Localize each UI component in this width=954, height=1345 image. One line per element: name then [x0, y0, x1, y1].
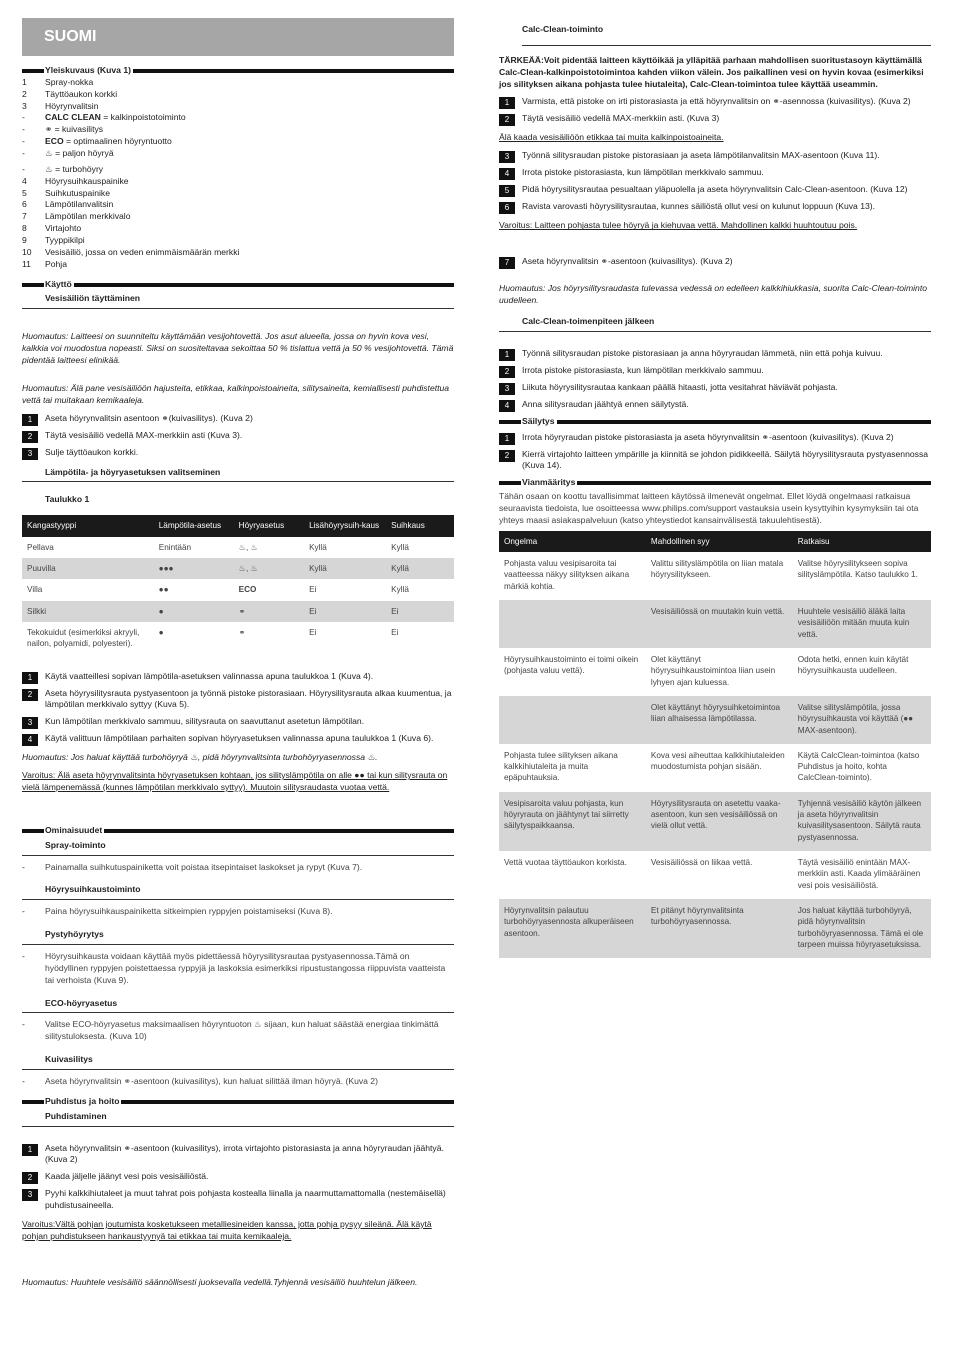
feature-item	[22, 1019, 454, 1043]
cleaning-warning: Varoitus:Vältä pohjan joutumista kosketukseen metalliesineiden kanssa, jotta pohja pysyy sileänä. Älä käytä pohjan puhdistukseen hankaustyynyä tai etikkaa tai muita kemikaaleja.	[22, 1219, 432, 1241]
use-heading: Käyttö	[22, 279, 454, 291]
turbo-note: Huomautus: Jos haluat käyttää turbohöyryä ♨, pidä höyrynvalitsinta turbohöyryasennossa ♨.	[22, 752, 378, 763]
overview-item-text: CALC CLEAN = kalkinpoistotoiminto	[45, 112, 186, 123]
temp-step	[22, 671, 454, 684]
calc-step-number: 5	[499, 185, 515, 197]
cleaning-sub: Puhdistaminen	[22, 1108, 454, 1127]
temp-step-number: 1	[22, 672, 38, 684]
right-column	[499, 0, 931, 958]
fabric-table-cell: Tekokuidut (esimerkiksi akryyli, nailon, polyamidi, polyesteri).	[27, 627, 140, 649]
overview-item-number: 7	[22, 211, 27, 222]
calc-warning-1: Älä kaada vesisäiliöön etikkaa tai muita kalkinpoistoaineita.	[499, 132, 724, 143]
calc-step	[499, 256, 931, 269]
fabric-table-row	[22, 622, 454, 655]
calc-after-step-text: Työnnä silitysraudan pistoke pistorasiaan ja anna höyryraudan lämmetä, niin että pohja kuivuu.	[522, 347, 883, 358]
calc-after-step-text: Anna silitysraudan jäähtyä ennen säilytystä.	[522, 398, 689, 409]
features-list	[22, 837, 454, 1088]
fabric-table-cell: ●	[154, 601, 234, 622]
overview-item	[22, 148, 454, 160]
temp-heading: Lämpötila- ja höyryasetuksen valitseminen	[22, 464, 454, 483]
overview-item	[22, 89, 454, 101]
fabric-table-cell: ♨, ♨	[238, 542, 258, 552]
calc-after-step-number: 2	[499, 366, 515, 378]
calc-after-step-number: 3	[499, 383, 515, 395]
overview-item-bold: ECO	[45, 136, 64, 147]
calc-step-text: Aseta höyrynvalitsin ⚭-asentoon (kuivasilitys). (Kuva 2)	[522, 256, 733, 267]
fabric-table-cell: Ei	[309, 627, 317, 637]
cleaning-step-text: Kaada jäljelle jäänyt vesi pois vesisäiliöstä.	[45, 1171, 209, 1182]
overview-list	[22, 77, 454, 271]
trouble-table-row	[499, 792, 931, 851]
table-heading: Taulukko 1	[45, 494, 90, 505]
features-heading: Ominaisuudet	[22, 825, 454, 837]
overview-item	[22, 77, 454, 89]
temp-step-number: 3	[22, 717, 38, 729]
feature-text: Aseta höyrynvalitsin ⚭-asentoon (kuivasilitys), kun haluat silittää ilman höyryä. (Kuva 2)	[45, 1076, 378, 1086]
temp-step-text: Kun lämpötilan merkkivalo sammuu, silitysrauta on saavuttanut asetetun lämpötilan.	[45, 716, 365, 727]
trouble-table-cell: Höyrysuihkaustoiminto ei toimi oikein (pohjasta valuu vettä).	[504, 654, 639, 676]
fabric-table-cell: Ei	[391, 627, 399, 637]
fabric-table-cell: Kyllä	[391, 542, 409, 552]
trouble-table-cell: Vesipisaroita valuu pohjasta, kun höyryrauta on jäähtynyt tai siirretty säilytyspaikkaansa.	[499, 792, 646, 851]
feature-text: Höyrysuihkausta voidaan käyttää myös pidettäessä höyrysilitysrautaa pystyasennossa.Tämä on hyödyllinen ryppyjen poistettaessa ryppyjä ja laskoksia esimerkiksi ripustustangossa riippuvista vaatteista tai verhoista (Kuva 9).	[45, 950, 446, 985]
calc-after-step	[499, 382, 931, 395]
trouble-table-cell: Valitse höyrysilitykseen sopiva silityslämpötila. Katso taulukko 1.	[797, 559, 918, 580]
trouble-table-row	[499, 744, 931, 792]
overview-item-number: 2	[22, 88, 27, 99]
trouble-table-cell: Höyrysilitysrauta on asetettu vaaka-asentoon, kun sen vesisäiliössä on vielä ollut vettä.	[646, 792, 793, 851]
calc-note: Huomautus: Jos höyrysilitysraudasta tulevassa vedessä on edelleen kalkkihiukkasia, suorita Calc-Clean-toiminto uudelleen.	[499, 283, 927, 306]
fabric-table-cell: ⚭	[238, 627, 246, 637]
storage-step	[499, 432, 931, 445]
overview-item-text: ♨ = turbohöyry	[45, 163, 104, 174]
fabric-table-cell: Pellava	[27, 542, 54, 552]
trouble-table-cell: Jos haluat käyttää turbohöyryä, pidä höyrynvalitsin turbohöyryasennossa. Tämä ei ole tarpeen muissa höyryasetuksissa.	[793, 899, 931, 958]
trouble-table-cell: Vesisäiliössä on liikaa vettä.	[650, 858, 753, 867]
trouble-table-header: Mahdollinen syy	[646, 531, 793, 552]
trouble-table-cell	[499, 600, 646, 648]
calc-after-step	[499, 365, 931, 378]
overview-item	[22, 235, 454, 247]
calc-after-step	[499, 348, 931, 361]
trouble-table-row	[499, 899, 931, 958]
fabric-table-cell: Kyllä	[309, 542, 327, 552]
feature-dash: -	[22, 1019, 25, 1030]
feature-heading: ECO-höyryasetus	[22, 995, 454, 1014]
storage-steps	[499, 432, 931, 474]
trouble-table-header: Ongelma	[499, 531, 646, 552]
language-title: SUOMI	[22, 18, 454, 56]
cleaning-step	[22, 1171, 454, 1184]
feature-heading: Kuivasilitys	[22, 1051, 454, 1070]
calc-after-step-text: Liikuta höyrysilitysrautaa kankaan päällä hitaasti, jotta vesitahrat häviävät pohjasta.	[522, 381, 838, 392]
fabric-table-header: Höyryasetus	[234, 515, 304, 536]
calc-step-number: 6	[499, 202, 515, 214]
trouble-table-row	[499, 648, 931, 696]
fill-steps	[22, 413, 454, 460]
storage-step-text: Irrota höyryraudan pistoke pistorasiasta ja aseta höyrynvalitsin ⚭-asentoon (kuivasilitys). (Kuva 2)	[522, 431, 894, 442]
fabric-table-cell: Villa	[27, 585, 43, 595]
feature-item	[22, 906, 454, 918]
trouble-heading: Vianmääritys	[499, 477, 931, 489]
overview-item-number: 5	[22, 187, 27, 198]
fabric-table-row	[22, 601, 454, 622]
calc-after-heading: Calc-Clean-toimenpiteen jälkeen	[499, 313, 931, 332]
overview-item-text: Lämpötilanvalitsin	[45, 199, 114, 210]
overview-item	[22, 101, 454, 113]
calc-after-step-number: 4	[499, 400, 515, 412]
temp-step	[22, 716, 454, 729]
feature-item	[22, 1076, 454, 1088]
fabric-table-cell: ⚭	[234, 601, 304, 622]
fill-note-2: Huomautus: Älä pane vesisäiliöön hajusteita, etikkaa, kalkinpoistoaineita, silitysaineita, kemiallisesti puhdistettua vettä tai muitakaan kemikaaleja.	[22, 382, 450, 405]
trouble-table-row	[499, 600, 931, 648]
left-column	[22, 0, 454, 1295]
feature-text: Paina höyrysuihkauspainiketta sitkeimpien ryppyjen poistamiseksi (Kuva 8).	[45, 906, 333, 917]
overview-item	[22, 164, 454, 176]
feature-heading: Spray-toiminto	[22, 837, 454, 856]
overview-heading: Yleiskuvaus (Kuva 1)	[22, 65, 454, 77]
overview-item	[22, 188, 454, 200]
overview-item-number: -	[22, 112, 25, 123]
fabric-table-cell: Ei	[386, 601, 454, 622]
cleaning-note: Huomautus: Huuhtele vesisäiliö säännöllisesti juoksevalla vedellä.Tyhjennä vesisäiliö huuhtelun jälkeen.	[22, 1276, 418, 1287]
overview-item-number: 1	[22, 76, 27, 87]
fabric-table-cell: ●●	[158, 585, 169, 595]
feature-item	[22, 862, 454, 874]
fabric-table-header: Lisähöyrysuih-kaus	[304, 515, 386, 536]
trouble-table-cell: Huuhtele vesisäiliö äläkä laita vesisäiliöön mitään muuta kuin vettä.	[793, 600, 931, 648]
calc-step	[499, 201, 931, 214]
feature-item	[22, 951, 454, 987]
cleaning-step	[22, 1143, 454, 1168]
calc-step-text: Pidä höyrysilitysrautaa pesualtaan yläpuolella ja aseta höyrynvalitsin Calc-Clean-asentoon. (Kuva 12)	[522, 184, 908, 195]
trouble-table-cell: Valittu silityslämpötila on liian matala höyrysilitykseen.	[650, 559, 784, 580]
fill-step-text: Täytä vesisäiliö vedellä MAX-merkkiin asti (Kuva 3).	[45, 429, 243, 440]
calc-step	[499, 113, 931, 126]
fill-step	[22, 413, 454, 426]
cleaning-step-number: 1	[22, 1144, 38, 1156]
temp-step-number: 2	[22, 689, 38, 701]
overview-item-text: Pohja	[45, 258, 67, 269]
calc-step	[499, 96, 931, 109]
fill-step-number: 2	[22, 431, 38, 443]
temp-step	[22, 688, 454, 713]
cleaning-step	[22, 1188, 454, 1213]
cleaning-step-number: 2	[22, 1172, 38, 1184]
calc-step-text: Työnnä silitysraudan pistoke pistorasiaan ja aseta lämpötilanvalitsin MAX-asentoon (Kuva 11).	[522, 150, 880, 161]
fill-step-text: Aseta höyrynvalitsin asentoon ⚭(kuivasilitys). (Kuva 2)	[45, 412, 253, 423]
overview-item-text: Suihkutuspainike	[45, 187, 110, 198]
temp-step	[22, 733, 454, 746]
calc-important: TÄRKEÄÄ:Voit pidentää laitteen käyttöikää ja ylläpitää parhaan mahdollisen suoritustasoyn käyttämällä Calc-Clean-kalkinpoistotoimintoa kahden viikon välein. Jos paikallinen vesi on hyvin kovaa (esimerkiksi jos silityksen aikana pohjasta tulee hiutaleita), Calc-Clean-toimintoa tulee käyttää useammin.	[499, 54, 924, 89]
trouble-table-cell: Vesisäiliössä on muutakin kuin vettä.	[646, 600, 793, 648]
overview-item-number: -	[22, 148, 25, 159]
fill-step	[22, 447, 454, 460]
overview-item	[22, 124, 454, 136]
calc-step-number: 3	[499, 151, 515, 163]
feature-heading: Pystyhöyrytys	[22, 926, 454, 945]
fill-heading: Vesisäiliön täyttäminen	[22, 290, 454, 309]
cleaning-steps	[22, 1143, 454, 1213]
calc-step	[499, 150, 931, 163]
fabric-table-header: Suihkaus	[386, 515, 454, 536]
trouble-table-cell	[499, 696, 646, 744]
fabric-table-cell: ECO	[238, 585, 257, 595]
calc-step	[499, 184, 931, 197]
overview-item	[22, 176, 454, 188]
calc-after-step-text: Irrota pistoke pistorasiasta, kun lämpötilan merkkivalo sammuu.	[522, 364, 764, 375]
trouble-table-cell: Valitse silityslämpötila, jossa höyrysuihkausta voi käyttää (●● MAX-asentoon).	[793, 696, 931, 744]
fabric-table-cell: Kyllä	[386, 558, 454, 579]
overview-item-text: ECO = optimaalinen höyryntuotto	[45, 136, 172, 147]
calc-step-text: Irrota pistoke pistorasiasta, kun lämpötilan merkkivalo sammuu.	[522, 167, 764, 178]
storage-step-number: 2	[499, 450, 515, 462]
calc-steps-2	[499, 150, 931, 214]
fabric-table-cell: Enintään	[158, 542, 192, 552]
fabric-table-header: Lämpötila-asetus	[154, 515, 234, 536]
feature-text: Valitse ECO-höyryasetus maksimaalisen höyryntuoton ♨ sijaan, kun haluat säästää energiaa tinkimättä silitystuloksesta. (Kuva 10)	[45, 1019, 439, 1042]
cleaning-step-number: 3	[22, 1189, 38, 1201]
storage-heading: Säilytys	[499, 416, 931, 428]
calc-steps-3	[499, 256, 931, 269]
fabric-table-cell: Puuvilla	[22, 558, 154, 579]
feature-heading: Höyrysuihkaustoiminto	[22, 881, 454, 900]
steam-warning: Varoitus: Älä aseta höyrynvalitsinta höyryasetuksen kohtaan, jos silityslämpötila on alle ●● tai kun silitysrauta on vielä lämpenemässä (kunnes lämpötilan merkkivalo syttyy). Muutoin silitysraudasta vuotaa vettä.	[22, 770, 448, 792]
calc-steps-1	[499, 96, 931, 126]
fabric-table-cell: ●	[158, 627, 164, 637]
overview-item	[22, 199, 454, 211]
feature-dash: -	[22, 1076, 25, 1086]
cleaning-step-text: Pyyhi kalkkihiutaleet ja muut tahrat pois pohjasta kostealla liinalla ja naarmuttamattomalla (nestemäisellä) puhdistusaineella.	[45, 1188, 446, 1211]
fabric-table-header: Kangastyyppi	[22, 515, 154, 536]
trouble-table-row	[499, 696, 931, 744]
overview-item-text: Vesisäiliö, jossa on veden enimmäismäärän merkki	[45, 246, 240, 257]
calc-step-text: Täytä vesisäiliö vedellä MAX-merkkiin asti. (Kuva 3)	[522, 113, 720, 124]
trouble-table-cell: Odota hetki, ennen kuin käytät höyrysuihkausta uudelleen.	[797, 654, 909, 676]
calc-heading: Calc-Clean-toiminto	[522, 24, 604, 34]
calc-after-step	[499, 399, 931, 412]
temp-steps	[22, 671, 454, 747]
calc-step-number: 7	[499, 257, 515, 269]
overview-item-number: -	[22, 163, 25, 174]
overview-item	[22, 112, 454, 124]
fabric-table-cell: Silkki	[22, 601, 154, 622]
calc-after-step-number: 1	[499, 349, 515, 361]
overview-item-number: 8	[22, 223, 27, 234]
storage-step-text: Kierrä virtajohto laitteen ympärille ja kiinnitä se johdon pidikkeellä. Säilytä höyrysilitysrauta pystyasennossa (Kuva 14).	[522, 448, 929, 471]
storage-step	[499, 449, 931, 474]
overview-item-number: -	[22, 136, 25, 147]
trouble-table-cell: Tyhjennä vesisäiliö käytön jälkeen ja aseta höyrynvalitsin kuivasilitysasentoon. Säilytä rauta pystyasennossa.	[793, 792, 931, 851]
trouble-table-cell: Pohjasta valuu vesipisaroita tai vaatteessa näkyy silityksen aikana märkiä kohtia.	[504, 559, 630, 591]
fill-note-1: Huomautus: Laitteesi on suunniteltu käyttämään vesijohtovettä. Jos asut alueella, jossa on hyvin kova vesi, kalkkia voi muodostua nopeasti. Siksi on suositeltavaa sekoittaa 50 % tislattua vettä ja 50 % vesijohtovettä. Tämä pidentää laitteesi elinikää.	[22, 331, 454, 366]
trouble-table-cell: Olet käyttänyt höyrysuihkaustoimintoa liian usein lyhyen ajan kuluessa.	[650, 654, 776, 687]
overview-item	[22, 136, 454, 148]
overview-item-number: 11	[22, 258, 31, 269]
trouble-table-cell: Et pitänyt höyrynvalitsinta turbohöyryasennossa.	[646, 899, 793, 958]
fabric-table-cell: Kyllä	[304, 558, 386, 579]
fill-step	[22, 430, 454, 443]
overview-item	[22, 223, 454, 235]
overview-item-number: 10	[22, 246, 32, 257]
fabric-table-cell: ●●●	[154, 558, 234, 579]
calc-step-number: 1	[499, 97, 515, 109]
calc-after-steps	[499, 348, 931, 412]
cleaning-heading: Puhdistus ja hoito	[22, 1096, 454, 1108]
fabric-table-cell: ♨, ♨	[234, 558, 304, 579]
overview-item	[22, 259, 454, 271]
trouble-table-row	[499, 552, 931, 600]
calc-step-text: Ravista varovasti höyrysilitysrautaa, kunnes säiliöstä ollut vesi on kulunut loppuun (Kuva 13).	[522, 201, 876, 212]
calc-step-text: Varmista, että pistoke on irti pistorasiasta ja että höyrynvalitsin on ⚭-asennossa (kuivasilitys). (Kuva 2)	[522, 96, 911, 107]
overview-item	[22, 211, 454, 223]
overview-item-text: Tyyppikilpi	[45, 235, 85, 246]
overview-item-bold: CALC CLEAN	[45, 112, 101, 123]
fabric-table-cell: Kyllä	[391, 585, 409, 595]
fill-step-text: Sulje täyttöaukon korkki.	[45, 446, 139, 457]
overview-item-text: Spray-nokka	[45, 76, 94, 87]
fabric-table-row	[22, 579, 454, 600]
trouble-intro: Tähän osaan on koottu tavallisimmat laitteen käytössä ilmenevät ongelmat. Ellet löydä ongelmaasi ratkaisua seuraavista tiedoista, lue osoitteessa www.philips.com/support vastauksia usein kysyttyihin kysymyksiin tai ota yhteys maasi asiakaspalveluun (katso yhteystiedot kansainvälisestä takuulehtisestä).	[499, 491, 919, 525]
overview-item-text: Höyrysuihkauspainike	[45, 175, 129, 186]
trouble-table-cell: Olet käyttänyt höyrysuihketoimintoa liian alhaisessa lämpötilassa.	[646, 696, 793, 744]
feature-dash: -	[22, 906, 25, 917]
fabric-table-row	[22, 537, 454, 558]
feature-dash: -	[22, 950, 25, 961]
fill-step-number: 3	[22, 448, 38, 460]
trouble-table-cell: Pohjasta tulee silityksen aikana kalkkihiutaleita ja muita epäpuhtauksia.	[504, 750, 618, 783]
temp-step-text: Aseta höyrysilitysrauta pystyasentoon ja työnnä pistoke pistorasiaan. Höyrysilitysrauta alkaa kuumentua, ja lämpötilan merkkivalo syttyy (Kuva 5).	[45, 687, 452, 710]
overview-item-text: ♨ = paljon höyryä	[45, 148, 114, 159]
overview-item-number: 3	[22, 100, 27, 111]
overview-item-number: 9	[22, 235, 27, 246]
overview-item-text: Lämpötilan merkkivalo	[45, 211, 131, 222]
fill-step-number: 1	[22, 414, 38, 426]
storage-step-number: 1	[499, 433, 515, 445]
trouble-table-cell: Käytä CalcClean-toimintoa (katso Puhdistus ja hoito, kohta CalcClean-toiminto).	[797, 750, 920, 783]
trouble-table-header: Ratkaisu	[793, 531, 931, 552]
calc-step-number: 4	[499, 168, 515, 180]
overview-item-number: 4	[22, 175, 27, 186]
trouble-table-cell: Täytä vesisäiliö enintään MAX-merkkiin asti. Kaada ylimääräinen vesi pois vesisäiliöstä.	[797, 858, 921, 890]
fabric-table-row	[22, 558, 454, 579]
cleaning-step-text: Aseta höyrynvalitsin ⚭-asentoon (kuivasilitys), irrota virtajohto pistorasiasta ja anna höyryraudan jäähtyä. (Kuva 2)	[45, 1142, 444, 1165]
calc-step	[499, 167, 931, 180]
overview-item-text: Täyttöaukon korkki	[45, 88, 118, 99]
calc-warning-2: Varoitus: Laitteen pohjasta tulee höyryä ja kiehuvaa vettä. Mahdollinen kalkki huuhtoutuu pois.	[499, 220, 858, 231]
overview-item-number: 6	[22, 199, 27, 210]
fabric-table-cell: Ei	[304, 601, 386, 622]
temp-step-number: 4	[22, 734, 38, 746]
feature-dash: -	[22, 861, 25, 872]
overview-item-text: Virtajohto	[45, 223, 82, 234]
overview-item-text: ⚭ = kuivasilitys	[45, 124, 104, 135]
overview-item-number: -	[22, 124, 25, 135]
trouble-table-cell: Kova vesi aiheuttaa kalkkihiutaleiden muodostumista pohjan sisään.	[650, 750, 785, 772]
temp-step-text: Käytä valittuun lämpötilaan parhaiten sopivan höyryasetuksen valinnassa apuna taulukkoa 1 (Kuva 6).	[45, 733, 434, 744]
trouble-table-cell: Vettä vuotaa täyttöaukon korkista.	[504, 858, 627, 867]
temp-step-text: Käytä vaatteillesi sopivan lämpötila-asetuksen valinnassa apuna taulukkoa 1 (Kuva 4).	[45, 670, 374, 681]
overview-item	[22, 247, 454, 259]
feature-text: Painamalla suihkutuspainiketta voit poistaa itsepintaiset laskokset ja rypyt (Kuva 7).	[45, 861, 363, 872]
fabric-table	[22, 515, 454, 654]
calc-step-number: 2	[499, 114, 515, 126]
trouble-table	[499, 531, 931, 958]
fabric-table-cell: Ei	[309, 585, 317, 595]
overview-item-text: Höyrynvalitsin	[45, 100, 99, 111]
trouble-table-cell: Höyrynvalitsin palautuu turbohöyryasennosta alkuperäiseen asentoon.	[499, 899, 646, 958]
trouble-table-row	[499, 851, 931, 899]
